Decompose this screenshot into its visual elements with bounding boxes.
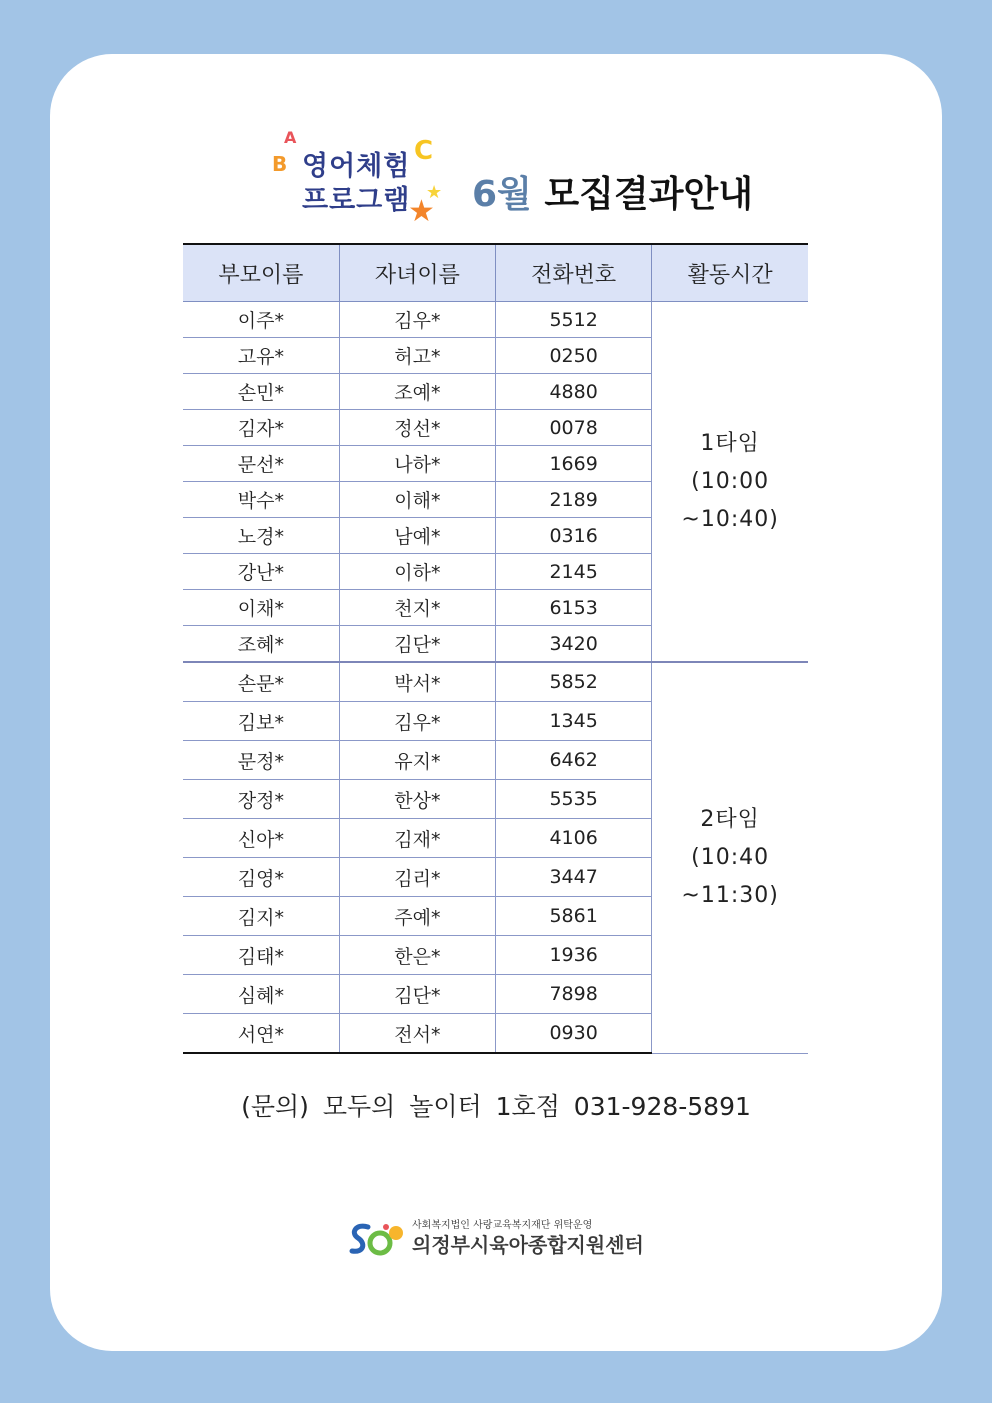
parent-name-cell: 김태* xyxy=(183,936,339,975)
table-row xyxy=(183,662,808,702)
phone-cell: 0930 xyxy=(496,1014,652,1054)
phone-cell: 1345 xyxy=(496,702,652,741)
child-name-cell: 주예* xyxy=(339,897,495,936)
table-row xyxy=(183,302,808,338)
child-name-cell: 정선* xyxy=(339,410,495,446)
activity-time-line: (10:40 xyxy=(691,844,770,870)
phone-cell: 0316 xyxy=(496,518,652,554)
small-star-icon: ★ xyxy=(426,182,443,203)
phone-cell: 1669 xyxy=(496,446,652,482)
organization-logo-icon xyxy=(346,1219,408,1259)
phone-cell: 6462 xyxy=(496,741,652,780)
child-name-cell: 남예* xyxy=(339,518,495,554)
activity-time-line: (10:00 xyxy=(691,468,770,494)
footer-subtitle: 사회복지법인 사랑교육복지재단 위탁운영 xyxy=(412,1220,593,1231)
activity-time-line: 1타임 xyxy=(700,430,760,456)
child-name-cell: 박서* xyxy=(339,662,495,702)
phone-cell: 7898 xyxy=(496,975,652,1014)
child-name-cell: 전서* xyxy=(339,1014,495,1054)
activity-time-cell xyxy=(652,302,808,663)
parent-name-cell: 노경* xyxy=(183,518,339,554)
child-name-cell: 천지* xyxy=(339,590,495,626)
parent-name-cell: 박수* xyxy=(183,482,339,518)
parent-name-cell: 고유* xyxy=(183,338,339,374)
activity-time-line: ~10:40) xyxy=(681,506,779,532)
child-name-cell: 이해* xyxy=(339,482,495,518)
child-name-cell: 김우* xyxy=(339,302,495,338)
child-name-cell: 김단* xyxy=(339,626,495,663)
footer-org-name: 의정부시육아종합지원센터 xyxy=(412,1233,644,1257)
column-header-parent: 부모이름 xyxy=(183,244,339,302)
phone-cell: 5852 xyxy=(496,662,652,702)
parent-name-cell: 서연* xyxy=(183,1014,339,1054)
parent-name-cell: 손민* xyxy=(183,374,339,410)
column-header-child: 자녀이름 xyxy=(339,244,495,302)
child-name-cell: 김단* xyxy=(339,975,495,1014)
logo-text-line2: 프로그램 xyxy=(302,185,411,216)
phone-cell: 3447 xyxy=(496,858,652,897)
title-month: 6월 xyxy=(472,174,532,215)
phone-cell: 3420 xyxy=(496,626,652,663)
column-header-time: 활동시간 xyxy=(652,244,808,302)
child-name-cell: 한상* xyxy=(339,780,495,819)
activity-time-line: 2타임 xyxy=(700,806,760,832)
parent-name-cell: 조혜* xyxy=(183,626,339,663)
phone-cell: 6153 xyxy=(496,590,652,626)
star-icon: ★ xyxy=(408,194,435,229)
activity-time-line: ~11:30) xyxy=(681,882,779,908)
phone-cell: 0078 xyxy=(496,410,652,446)
child-name-cell: 김우* xyxy=(339,702,495,741)
child-name-cell: 한은* xyxy=(339,936,495,975)
phone-cell: 2145 xyxy=(496,554,652,590)
page-title xyxy=(472,166,753,217)
parent-name-cell: 김보* xyxy=(183,702,339,741)
activity-time-cell xyxy=(652,662,808,1053)
phone-cell: 2189 xyxy=(496,482,652,518)
phone-cell: 1936 xyxy=(496,936,652,975)
phone-cell: 0250 xyxy=(496,338,652,374)
parent-name-cell: 문선* xyxy=(183,446,339,482)
phone-cell: 5535 xyxy=(496,780,652,819)
child-name-cell: 허고* xyxy=(339,338,495,374)
phone-cell: 5512 xyxy=(496,302,652,338)
column-header-phone: 전화번호 xyxy=(496,244,652,302)
parent-name-cell: 장정* xyxy=(183,780,339,819)
parent-name-cell: 심혜* xyxy=(183,975,339,1014)
child-name-cell: 이하* xyxy=(339,554,495,590)
logo-letter-a: A xyxy=(284,128,297,147)
child-name-cell: 조예* xyxy=(339,374,495,410)
phone-cell: 5861 xyxy=(496,897,652,936)
parent-name-cell: 김자* xyxy=(183,410,339,446)
phone-cell: 4880 xyxy=(496,374,652,410)
parent-name-cell: 손문* xyxy=(183,662,339,702)
parent-name-cell: 이채* xyxy=(183,590,339,626)
logo-letter-b: B xyxy=(272,152,288,176)
parent-name-cell: 강난* xyxy=(183,554,339,590)
program-logo xyxy=(270,128,450,228)
logo-letter-c: C xyxy=(414,136,434,166)
child-name-cell: 유지* xyxy=(339,741,495,780)
child-name-cell: 김재* xyxy=(339,819,495,858)
parent-name-cell: 김지* xyxy=(183,897,339,936)
table-header-row xyxy=(183,244,808,302)
logo-text-line1: 영어체험 xyxy=(302,151,411,182)
parent-name-cell: 문정* xyxy=(183,741,339,780)
parent-name-cell: 김영* xyxy=(183,858,339,897)
parent-name-cell: 신아* xyxy=(183,819,339,858)
footer-organization xyxy=(346,1215,656,1260)
contact-info: (문의) 모두의 놀이터 1호점 031-928-5891 xyxy=(241,1092,751,1121)
child-name-cell: 김리* xyxy=(339,858,495,897)
phone-cell: 4106 xyxy=(496,819,652,858)
title-text: 모집결과안내 xyxy=(544,174,754,215)
parent-name-cell: 이주* xyxy=(183,302,339,338)
recruitment-table xyxy=(183,243,808,1054)
child-name-cell: 나하* xyxy=(339,446,495,482)
